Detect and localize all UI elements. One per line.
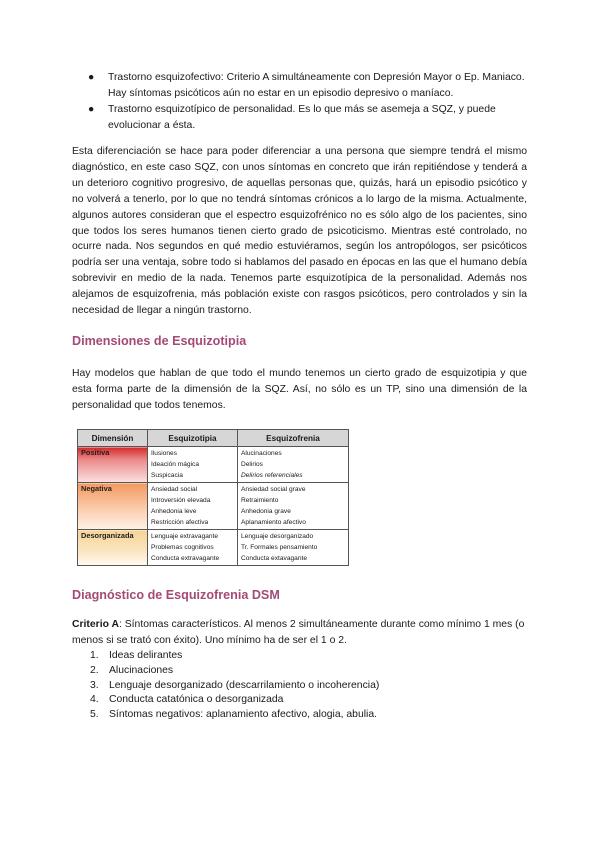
header-esquizofrenia: Esquizofrenia bbox=[238, 430, 349, 447]
cell-esquizofrenia bbox=[238, 483, 349, 530]
table-row bbox=[78, 483, 349, 530]
criterion-label: Criterio A bbox=[72, 619, 119, 630]
cell-item: Tr. Formales pensamiento bbox=[241, 544, 318, 551]
bullet-icon: ● bbox=[88, 72, 95, 83]
bullet-icon: ● bbox=[88, 104, 95, 115]
cell-esquizofrenia bbox=[238, 530, 349, 566]
heading-dimensiones: Dimensiones de Esquizotipia bbox=[72, 334, 247, 348]
table-header-row bbox=[78, 430, 349, 447]
cell-esquizotipia bbox=[148, 447, 238, 483]
cell-item: Ilusiones bbox=[151, 450, 178, 457]
cell-item: Delirios referenciales bbox=[241, 472, 303, 479]
list-number: 1. bbox=[90, 650, 99, 661]
list-number: 5. bbox=[90, 709, 99, 721]
cell-item: Introversión elevada bbox=[151, 497, 211, 504]
cell-esquizotipia bbox=[148, 530, 238, 566]
list-text: Alucinaciones bbox=[109, 664, 174, 676]
cell-item: Problemas cognitivos bbox=[151, 544, 214, 551]
cell-item: Retraimiento bbox=[241, 497, 279, 504]
heading-diagnostico: Diagnóstico de Esquizofrenia DSM bbox=[72, 588, 280, 602]
bullet-item bbox=[72, 102, 527, 134]
cell-item: Anhedonia grave bbox=[241, 508, 291, 515]
header-dimension: Dimensión bbox=[78, 430, 148, 447]
bullet-text: Trastorno esquizofectivo: Criterio A simultáneamente con Depresión Mayor o Ep. Maniaco. Hay síntomas psicóticos aún no estar en un episodio depresivo o maníaco. bbox=[108, 72, 525, 99]
dimension-table bbox=[77, 429, 349, 566]
cell-item: Ansiedad social bbox=[151, 486, 198, 493]
cell-item: Lenguaje desorganizado bbox=[241, 533, 314, 540]
cell-item: Alucinaciones bbox=[241, 450, 282, 457]
list-number: 2. bbox=[90, 664, 99, 676]
list-item bbox=[72, 664, 379, 679]
dimension-negativa: Negativa bbox=[78, 483, 148, 530]
table-row bbox=[78, 530, 349, 566]
list-item bbox=[72, 693, 379, 708]
dimension-positiva: Positiva bbox=[78, 447, 148, 483]
dimension-desorganizada: Desorganizada bbox=[78, 530, 148, 566]
bullet-item bbox=[72, 70, 527, 102]
header-esquizotipia: Esquizotipia bbox=[148, 430, 238, 447]
list-text: Conducta catatónica o desorganizada bbox=[109, 694, 284, 706]
bullet-list bbox=[72, 70, 527, 134]
cell-item: Conducta extavagante bbox=[241, 555, 307, 562]
list-text: Ideas delirantes bbox=[109, 650, 183, 661]
list-text: Síntomas negativos: aplanamiento afectivo, alogia, abulia. bbox=[109, 709, 378, 721]
cell-item: Ideación mágica bbox=[151, 461, 200, 468]
list-number: 4. bbox=[90, 694, 99, 706]
table-row bbox=[78, 447, 349, 483]
cell-item: Delirios bbox=[241, 461, 263, 468]
list-text: Lenguaje desorganizado (descarrilamiento o incoherencia) bbox=[109, 679, 380, 691]
bullet-text: Trastorno esquizotípico de personalidad. Es lo que más se asemeja a SQZ, y puede evolucionar a ésta. bbox=[108, 104, 496, 131]
list-number: 3. bbox=[90, 679, 99, 691]
cell-item: Anhedonia leve bbox=[151, 508, 197, 515]
paragraph-diferenciacion: Esta diferenciación se hace para poder diferenciar a una persona que siempre tendrá el mismo diagnóstico, en este caso SQZ, con unos síntomas en concreto que irán repitiéndose y tenderá a un deterioro cognitivo progresivo, de aquellas personas que, quizás, hará un episodio psicótico y no volverá a tenerlo, por lo que no tendrá síntomas crónicos a lo largo de la misma. Actualmente, algunos autores consideran que el espectro esquizofrénico no es sólo algo de los pacientes, sino que todos los seres humanos tienen cierto grado de psicoticismo. Mientras esté controlado, no ocurre nada. Nos segundos en qué medio estuviéramos, según los antropólogos, ser psicóticos podría ser una ventaja, sobre todo si hablamos del pasado en épocas en las que el humano debía sobrevivir en medio de la nada. Tenemos parte esquizotípica de la personalidad. Además nos alejamos de esquizofrenia, más población existe con rasgos psicóticos, pero controlados y sin la necesidad de llegar a ningún trastorno. bbox=[72, 146, 527, 317]
list-item bbox=[72, 649, 379, 664]
cell-esquizotipia bbox=[148, 483, 238, 530]
cell-item: Lenguaje extravagante bbox=[151, 533, 219, 540]
list-item bbox=[72, 679, 379, 694]
cell-item: Aplanamiento afectivo bbox=[241, 519, 306, 526]
cell-esquizofrenia bbox=[238, 447, 349, 483]
cell-item: Suspicacia bbox=[151, 472, 183, 479]
paragraph-modelos: Hay modelos que hablan de que todo el mundo tenemos un cierto grado de esquizotipia y que esta forma parte de la dimensión de la SQZ. Así, no sólo es un TP, sino una dimensión de la personalidad que todos tenemos. bbox=[72, 368, 527, 411]
criterion-paragraph bbox=[72, 617, 532, 648]
cell-item: Conducta extravagante bbox=[151, 555, 220, 562]
list-item bbox=[72, 708, 379, 723]
criteria-list bbox=[72, 649, 379, 723]
cell-item: Restricción afectiva bbox=[151, 519, 209, 526]
criterion-text: : Síntomas característicos. Al menos 2 simultáneamente durante como mínimo 1 mes (o menos si se trató con éxito). Uno mínimo ha de ser el 1 o 2. bbox=[72, 619, 525, 646]
cell-item: Ansiedad social grave bbox=[241, 486, 306, 493]
